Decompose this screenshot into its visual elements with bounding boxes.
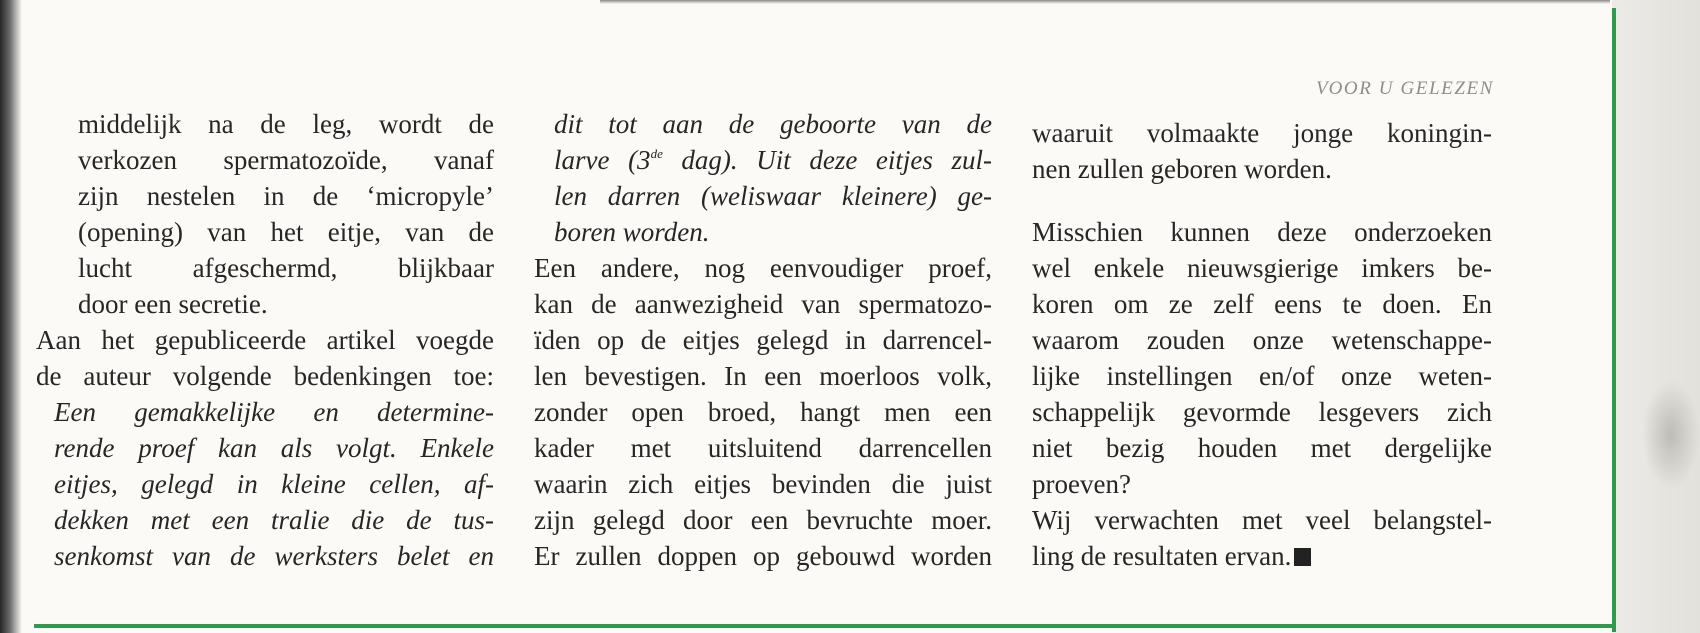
text-line: len bevestigen. In een moerloos volk, (534, 361, 992, 391)
text-line: schappelijk gevormde lesgevers zich (1032, 397, 1492, 427)
text-line: koren om ze zelf eens te doen. En (1032, 289, 1492, 319)
text-fragment: larve (3 (554, 145, 651, 175)
text-line: waarin zich eitjes bevinden die juist (534, 469, 992, 499)
text-line: waaruit volmaakte jonge koningin- (1032, 118, 1492, 148)
text-line: zijn gelegd door een bevruchte moer. (534, 505, 992, 535)
text-line: verkozen spermatozoïde, vanaf (78, 145, 494, 175)
text-column-2 (534, 106, 992, 574)
top-edge-shadow (600, 0, 1610, 4)
text-line: ïden op de eitjes gelegd in darrencel- (534, 325, 992, 355)
section-header: VOOR U GELEZEN (1315, 78, 1494, 99)
text-line: waarom zouden onze wetenschappe- (1032, 325, 1492, 355)
text-fragment: dag). Uit deze eitjes zul- (662, 145, 992, 175)
italic-text-line: Een gemakkelijke en determine- (54, 397, 494, 427)
green-frame-right (1612, 8, 1616, 632)
italic-text-line: rende proef kan als volgt. Enkele (54, 433, 494, 463)
scanner-background (1612, 0, 1700, 633)
text-line: niet bezig houden met dergelijke (1032, 433, 1492, 463)
italic-text-line: eitjes, gelegd in kleine cellen, af- (54, 469, 494, 499)
text-line: door een secretie. (78, 289, 268, 319)
paragraph-gap (1032, 187, 1492, 214)
text-line: proeven? (1032, 469, 1131, 499)
text-line: de auteur volgende bedenkingen toe: (36, 361, 494, 391)
text-column-1 (36, 106, 494, 574)
text-line: lucht afgeschermd, blijkbaar (78, 253, 494, 283)
text-line: Er zullen doppen op gebouwd worden (534, 541, 992, 571)
text-line: Aan het gepubliceerde artikel voegde (36, 325, 494, 355)
text-line: (opening) van het eitje, van de (78, 217, 494, 247)
italic-text-line (554, 142, 992, 178)
scan-smudge (1642, 380, 1700, 490)
text-line: lijke instellingen en/of onze weten- (1032, 361, 1492, 391)
text-line: Wij verwachten met veel belangstel- (1032, 505, 1492, 535)
italic-text-line: dekken met een tralie die de tus- (54, 505, 494, 535)
end-of-article-mark (1294, 548, 1311, 566)
text-line: zijn nestelen in de ‘micropyle’ (78, 181, 494, 211)
text-line: kan de aanwezigheid van spermatozo- (534, 289, 992, 319)
text-line: Een andere, nog eenvoudiger proef, (534, 253, 992, 283)
green-frame-bottom (34, 624, 1616, 628)
text-line: middelijk na de leg, wordt de (78, 109, 494, 139)
text-line: Misschien kunnen deze onderzoeken (1032, 217, 1492, 247)
text-line: wel enkele nieuwsgierige imkers be- (1032, 253, 1492, 283)
italic-text-line: dit tot aan de geboorte van de (554, 109, 992, 139)
italic-text-line: senkomst van de werksters belet en (54, 541, 494, 571)
binding-shadow (0, 0, 22, 633)
italic-text-line: len darren (weliswaar kleinere) ge- (554, 181, 992, 211)
text-line (1032, 538, 1492, 574)
text-line: zonder open broed, hangt men een (534, 397, 992, 427)
text-column-3 (1032, 115, 1492, 574)
text-fragment: ling de resultaten ervan. (1032, 541, 1292, 571)
italic-text-line: boren worden. (554, 217, 710, 247)
ordinal-superscript: de (650, 146, 663, 161)
text-line: nen zullen geboren worden. (1032, 154, 1332, 184)
text-line: kader met uitsluitend darrencellen (534, 433, 992, 463)
